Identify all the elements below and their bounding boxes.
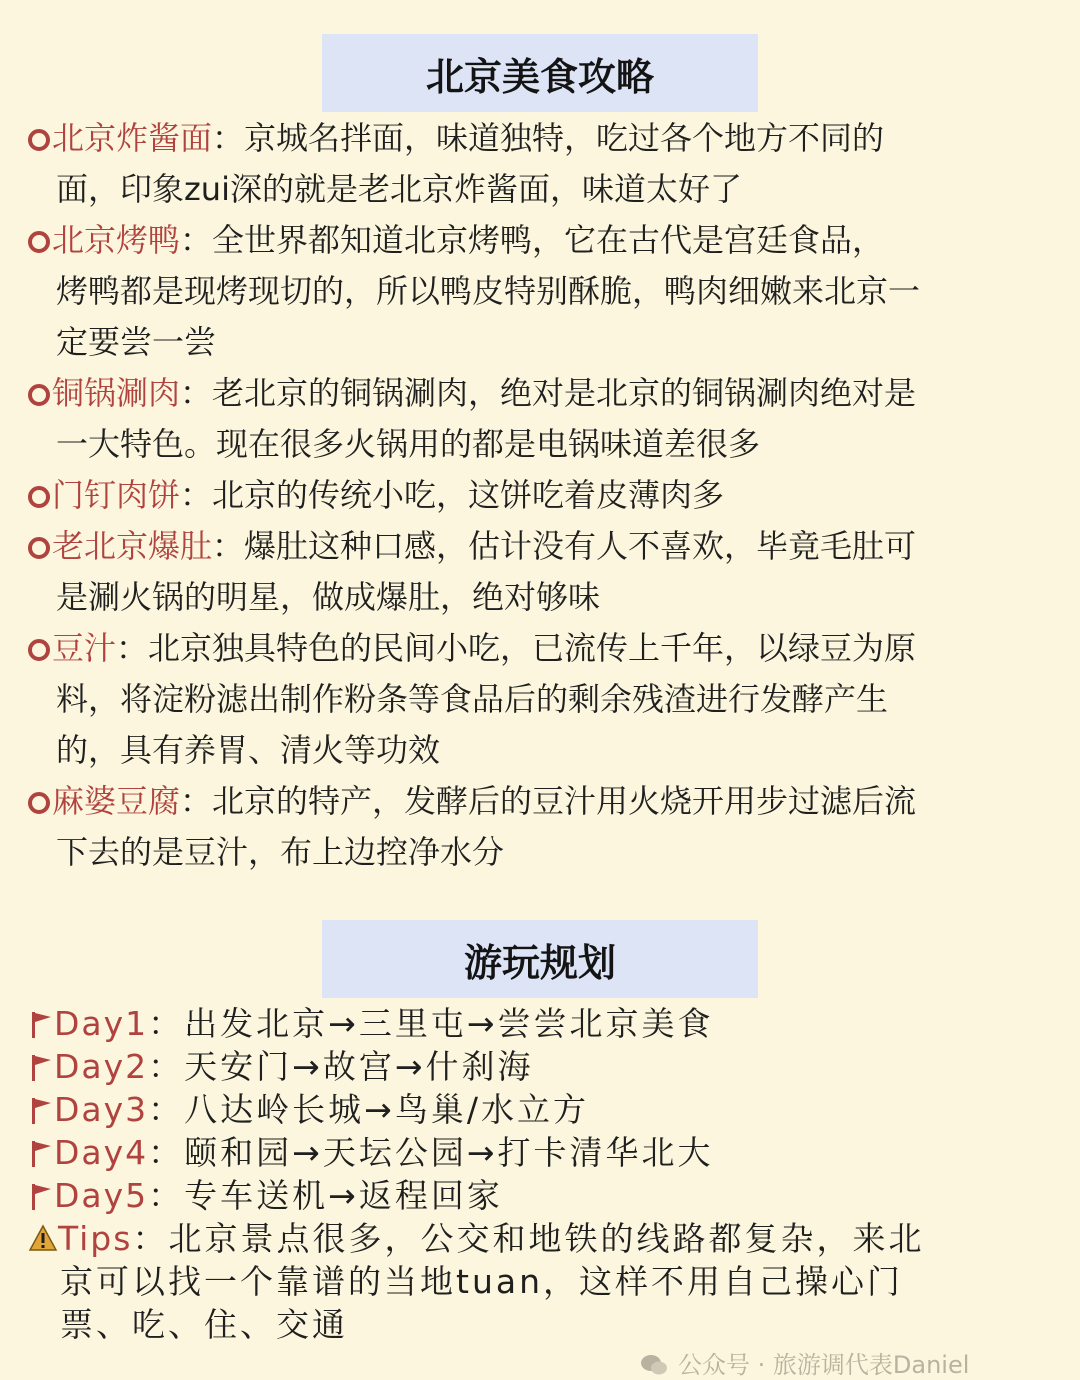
circle-bullet-icon bbox=[28, 486, 50, 508]
circle-bullet-icon bbox=[28, 792, 50, 814]
tips-text-line: 京可以找一个靠谱的当地tuan，这样不用自己操心门 bbox=[60, 1262, 903, 1301]
food-description: ：北京的传统小吃，这饼吃着皮薄肉多 bbox=[180, 476, 725, 514]
flag-icon bbox=[28, 1052, 54, 1082]
circle-bullet-icon bbox=[28, 384, 50, 406]
food-description-line: 烤鸭都是现烤现切的，所以鸭皮特别酥脆，鸭肉细嫩来北京一 bbox=[56, 272, 921, 310]
tips-text-line: 票、吃、住、交通 bbox=[60, 1305, 348, 1344]
food-name: 老北京爆肚 bbox=[52, 527, 213, 565]
day-plan-item bbox=[28, 1088, 1038, 1131]
food-item bbox=[28, 113, 1038, 215]
day-label: Day3 bbox=[54, 1090, 149, 1129]
food-section-title: 北京美食攻略 bbox=[322, 34, 758, 112]
food-description: ：京城名拌面，味道独特，吃过各个地方不同的 bbox=[212, 119, 885, 157]
food-description: ：老北京的铜锅涮肉，绝对是北京的铜锅涮肉绝对是 bbox=[180, 374, 917, 412]
food-description: ：爆肚这种口感，估计没有人不喜欢，毕竟毛肚可 bbox=[212, 527, 917, 565]
circle-bullet-icon bbox=[28, 129, 50, 151]
circle-bullet-icon bbox=[28, 231, 50, 253]
food-description-line: 下去的是豆汁，布上边控净水分 bbox=[56, 833, 505, 871]
day-plan-item bbox=[28, 1131, 1038, 1174]
food-item bbox=[28, 215, 1038, 368]
food-name: 北京炸酱面 bbox=[52, 119, 213, 157]
day-label: Day2 bbox=[54, 1047, 149, 1086]
day-route: ：颐和园→天坛公园→打卡清华北大 bbox=[148, 1133, 714, 1172]
food-item bbox=[28, 470, 1038, 521]
food-name: 麻婆豆腐 bbox=[52, 782, 181, 820]
food-name: 豆汁 bbox=[52, 629, 117, 667]
food-description-line: 面，印象zui深的就是老北京炸酱面，味道太好了 bbox=[56, 170, 742, 208]
food-item bbox=[28, 776, 1038, 878]
food-item bbox=[28, 623, 1038, 776]
food-name: 北京烤鸭 bbox=[52, 221, 181, 259]
wechat-icon bbox=[640, 1354, 668, 1376]
food-description: ：北京独具特色的民间小吃，已流传上千年，以绿豆为原 bbox=[116, 629, 917, 667]
food-description-line: 定要尝一尝 bbox=[56, 323, 217, 361]
day-label: Day1 bbox=[54, 1004, 149, 1043]
tips-label: Tips bbox=[58, 1219, 133, 1258]
food-description: ：全世界都知道北京烤鸭，它在古代是宫廷食品， bbox=[180, 221, 885, 259]
food-description-line: 的，具有养胃、清火等功效 bbox=[56, 731, 441, 769]
tips-text: ：北京景点很多，公交和地铁的线路都复杂，来北 bbox=[132, 1219, 925, 1258]
day-route: ：八达岭长城→鸟巢/水立方 bbox=[148, 1090, 589, 1129]
food-description-line: 料，将淀粉滤出制作粉条等食品后的剩余残渣进行发酵产生 bbox=[56, 680, 889, 718]
watermark bbox=[640, 1345, 969, 1380]
day-plan-item bbox=[28, 1045, 1038, 1088]
flag-icon bbox=[28, 1138, 54, 1168]
day-label: Day5 bbox=[54, 1176, 149, 1215]
food-description: ：北京的特产，发酵后的豆汁用火烧开用步过滤后流 bbox=[180, 782, 917, 820]
flag-icon bbox=[28, 1009, 54, 1039]
warning-icon bbox=[28, 1224, 58, 1252]
watermark-text: 公众号 · 旅游调代表Daniel bbox=[678, 1351, 970, 1379]
day-route: ：天安门→故宫→什刹海 bbox=[148, 1047, 534, 1086]
circle-bullet-icon bbox=[28, 537, 50, 559]
flag-icon bbox=[28, 1181, 54, 1211]
food-description-line: 一大特色。现在很多火锅用的都是电锅味道差很多 bbox=[56, 425, 761, 463]
tips-item bbox=[28, 1217, 1038, 1260]
food-description-line: 是涮火锅的明星，做成爆肚，绝对够味 bbox=[56, 578, 601, 616]
day-plan-list bbox=[28, 1002, 1038, 1346]
day-plan-item bbox=[28, 1174, 1038, 1217]
food-item bbox=[28, 521, 1038, 623]
day-route: ：专车送机→返程回家 bbox=[148, 1176, 503, 1215]
plan-section-title: 游玩规划 bbox=[322, 920, 758, 998]
day-label: Day4 bbox=[54, 1133, 149, 1172]
day-route: ：出发北京→三里屯→尝尝北京美食 bbox=[148, 1004, 714, 1043]
circle-bullet-icon bbox=[28, 639, 50, 661]
food-name: 门钉肉饼 bbox=[52, 476, 181, 514]
flag-icon bbox=[28, 1095, 54, 1125]
food-item bbox=[28, 368, 1038, 470]
day-plan-item bbox=[28, 1002, 1038, 1045]
food-name: 铜锅涮肉 bbox=[52, 374, 181, 412]
